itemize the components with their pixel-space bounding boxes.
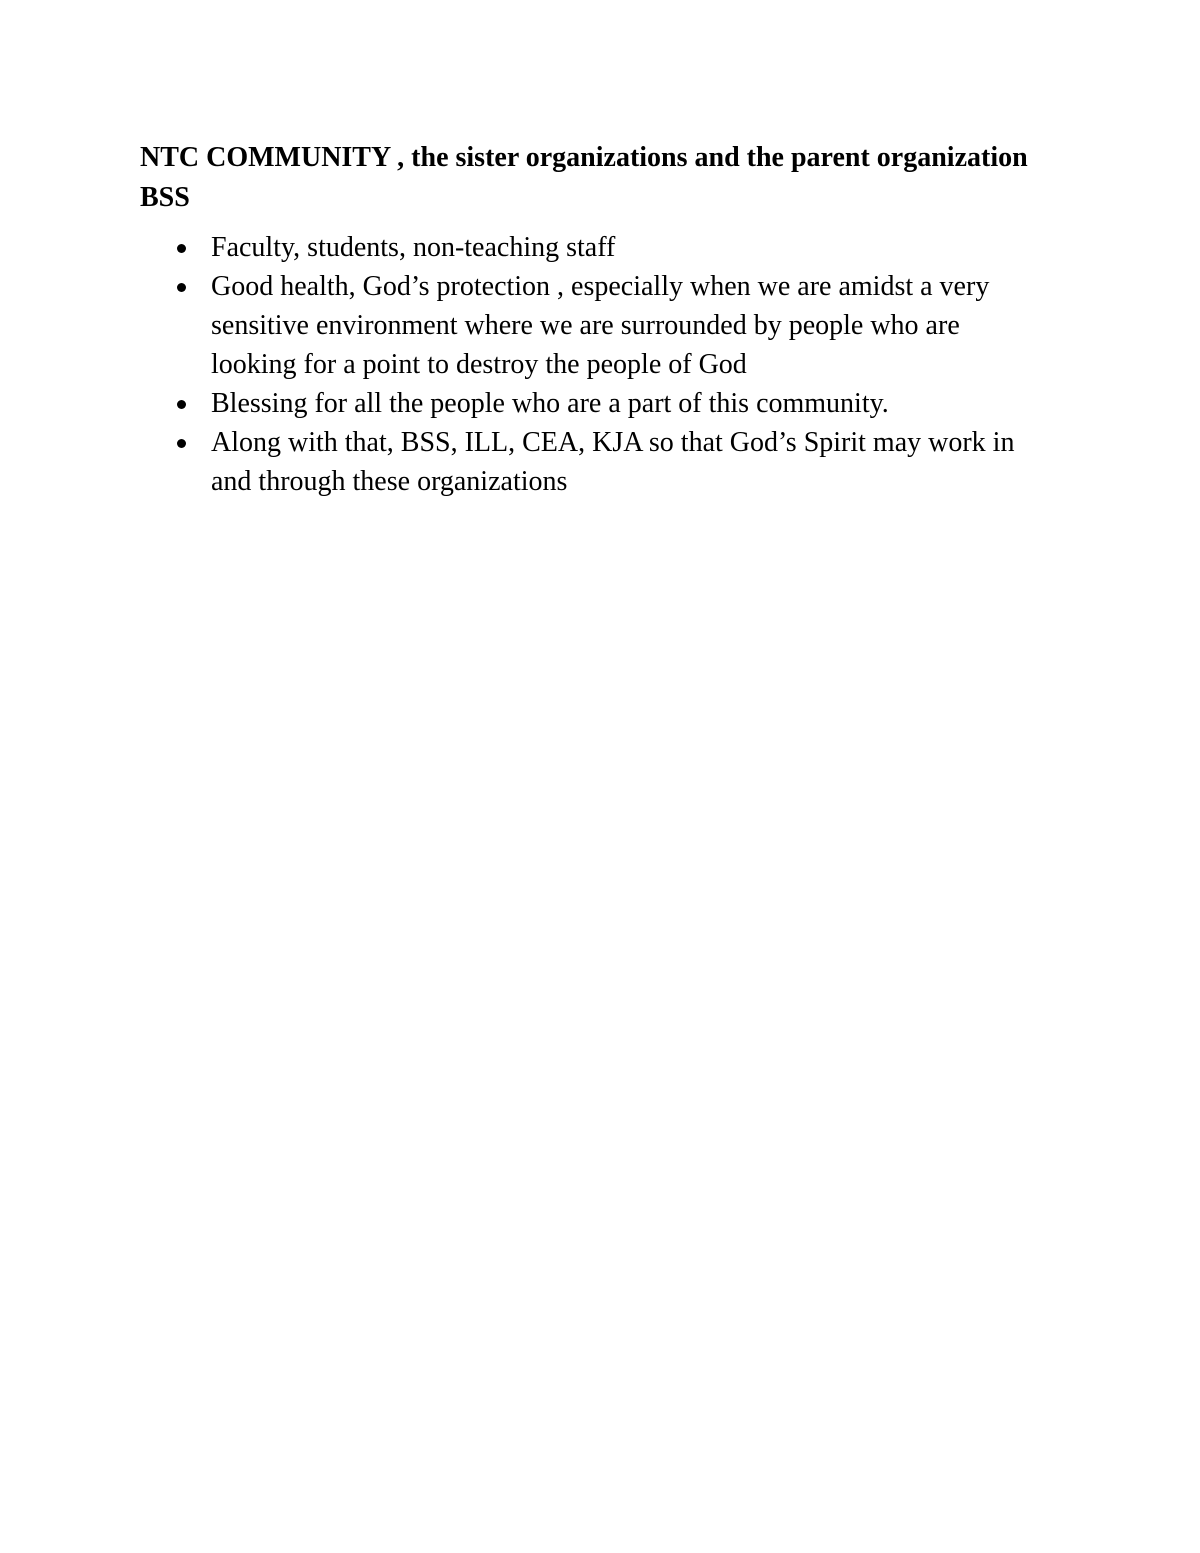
list-item: [140, 228, 1031, 267]
bullet-icon: [177, 439, 186, 448]
list-item-text: Good health, God’s protection , especially when we are amidst a very sensitive environment where we are surrounded by people who are looking for a point to destroy the people of God: [211, 271, 990, 380]
list-item: [140, 423, 1031, 501]
list-item: [140, 384, 1031, 423]
bullet-list: [140, 228, 1040, 501]
list-item-text: Faculty, students, non-teaching staff: [211, 232, 616, 263]
document-content: [140, 138, 1040, 501]
bullet-icon: [177, 244, 186, 253]
list-item-text: Along with that, BSS, ILL, CEA, KJA so that God’s Spirit may work in and through these organizations: [211, 427, 1015, 497]
document-heading: NTC COMMUNITY , the sister organizations and the parent organization BSS: [140, 142, 1028, 213]
bullet-icon: [177, 400, 186, 409]
bullet-icon: [177, 283, 186, 292]
list-item-text: Blessing for all the people who are a part of this community.: [211, 388, 889, 419]
list-item: [140, 267, 1031, 384]
